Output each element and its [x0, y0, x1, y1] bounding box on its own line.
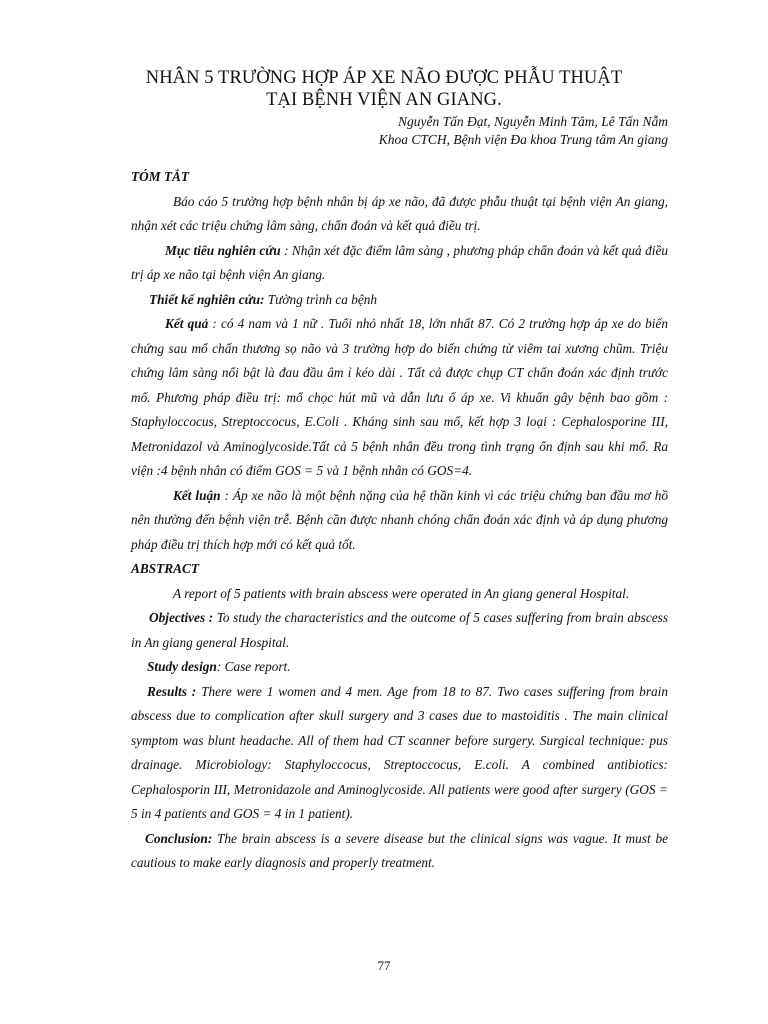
vn-conclusion-label: Kết luận — [173, 487, 221, 503]
en-design — [131, 655, 668, 680]
en-results — [131, 680, 668, 827]
vn-objective — [131, 239, 668, 288]
en-conclusion-label: Conclusion: — [145, 830, 213, 846]
vn-conclusion-text: : Áp xe não là một bệnh nặng của hệ thần kinh vì các triệu chứng ban đầu mơ hồ nên thường đến bệnh viện trễ. Bệnh cần được nhanh chóng chẩn đoán xác định và áp dụng phương pháp điều trị thích hợp mới có kết quả tốt. — [131, 487, 668, 552]
vn-conclusion — [131, 484, 668, 558]
vn-design — [131, 288, 668, 313]
en-design-label: Study design — [147, 659, 217, 674]
en-results-label: Results : — [147, 683, 197, 699]
en-abstract-heading: ABSTRACT — [131, 561, 199, 576]
vn-results — [131, 312, 668, 484]
en-design-text: : Case report. — [216, 659, 291, 674]
author-block — [379, 113, 668, 149]
en-objective — [131, 606, 668, 655]
vn-design-label: Thiết kế nghiên cứu: — [149, 291, 265, 307]
author-names: Nguyễn Tấn Đạt, Nguyễn Minh Tâm, Lê Tấn Nẫm — [398, 114, 668, 129]
en-intro: A report of 5 patients with brain abscess were operated in An giang general Hospital. — [173, 585, 630, 601]
en-conclusion — [131, 827, 668, 876]
en-conclusion-text: The brain abscess is a severe disease but the clinical signs was vague. It must be cautious to make early diagnosis and properly treatment. — [131, 830, 668, 870]
vn-intro: Báo cáo 5 trường hợp bệnh nhân bị áp xe não, đã được phẫu thuật tại bệnh viện An giang, nhận xét các triệu chứng lâm sàng, chẩn đoán và kết quả điều trị. — [131, 193, 668, 233]
vn-results-text: : có 4 nam và 1 nữ . Tuổi nhỏ nhất 18, lớn nhất 87. Có 2 trường hợp áp xe do biến chứng sau mổ chấn thương sọ não và 3 trường hợp do biến chứng từ viêm tai xương chũm. Triệu chứng lâm sàng nổi bật là đau đầu âm ỉ kéo dài . Tất cả được chụp CT chẩn đoán xác định trước mổ. Phương pháp điều trị: mổ chọc hút mũ và dẫn lưu ổ áp xe. Vi khuẩn gây bệnh bao gồm : Staphyloccocus, Streptoccocus, E.Coli . Kháng sinh sau mổ, kết hợp 3 loại : Cephalosporine III, Metronidazol và Aminoglycoside.Tất cả 5 bệnh nhân đều trong tình trạng ổn định sau khi mổ. Ra viện :4 bệnh nhân có điểm GOS = 5 và 1 bệnh nhân có GOS=4. — [131, 316, 668, 478]
author-affiliation: Khoa CTCH, Bệnh viện Đa khoa Trung tâm An giang — [378, 132, 668, 147]
page-number: 77 — [377, 958, 391, 973]
title-line-2: TẠI BỆNH VIỆN AN GIANG. — [266, 90, 502, 110]
en-objective-text: To study the characteristics and the outcome of 5 cases suffering from brain abscess in An giang general Hospital. — [131, 610, 668, 650]
title-line-1: NHÂN 5 TRƯỜNG HỢP ÁP XE NÃO ĐƯỢC PHẪU THUẬT — [145, 68, 623, 88]
en-objective-label: Objectives : — [149, 610, 214, 625]
vn-design-text: Tường trình ca bệnh — [264, 291, 378, 307]
en-results-text: There were 1 women and 4 men. Age from 18 to 87. Two cases suffering from brain abscess due to complication after skull surgery and 3 cases due to mastoiditis . The main clinical symptom was blunt headache. All of them had CT scanner before surgery. Surgical technique: pus drainage. Microbiology: Staphyloccocus, Streptoccocus, E.coli. A combined antibiotics: Cephalosporin III, Metronidazole and Aminoglycoside. All patients were good after surgery (GOS = 5 in 4 patients and GOS = 4 in 1 patient). — [131, 683, 668, 821]
paper-title — [60, 67, 708, 111]
vn-objective-text: : Nhận xét đặc điểm lâm sàng , phương pháp chẩn đoán và kết quả điều trị áp xe não tại bệnh viện An giang. — [131, 242, 668, 282]
vn-objective-label: Mục tiêu nghiên cứu — [165, 242, 281, 258]
vn-summary-heading: TÓM TẮT — [131, 169, 189, 184]
abstract-body — [131, 165, 668, 876]
vn-results-label: Kết quả — [165, 316, 209, 331]
